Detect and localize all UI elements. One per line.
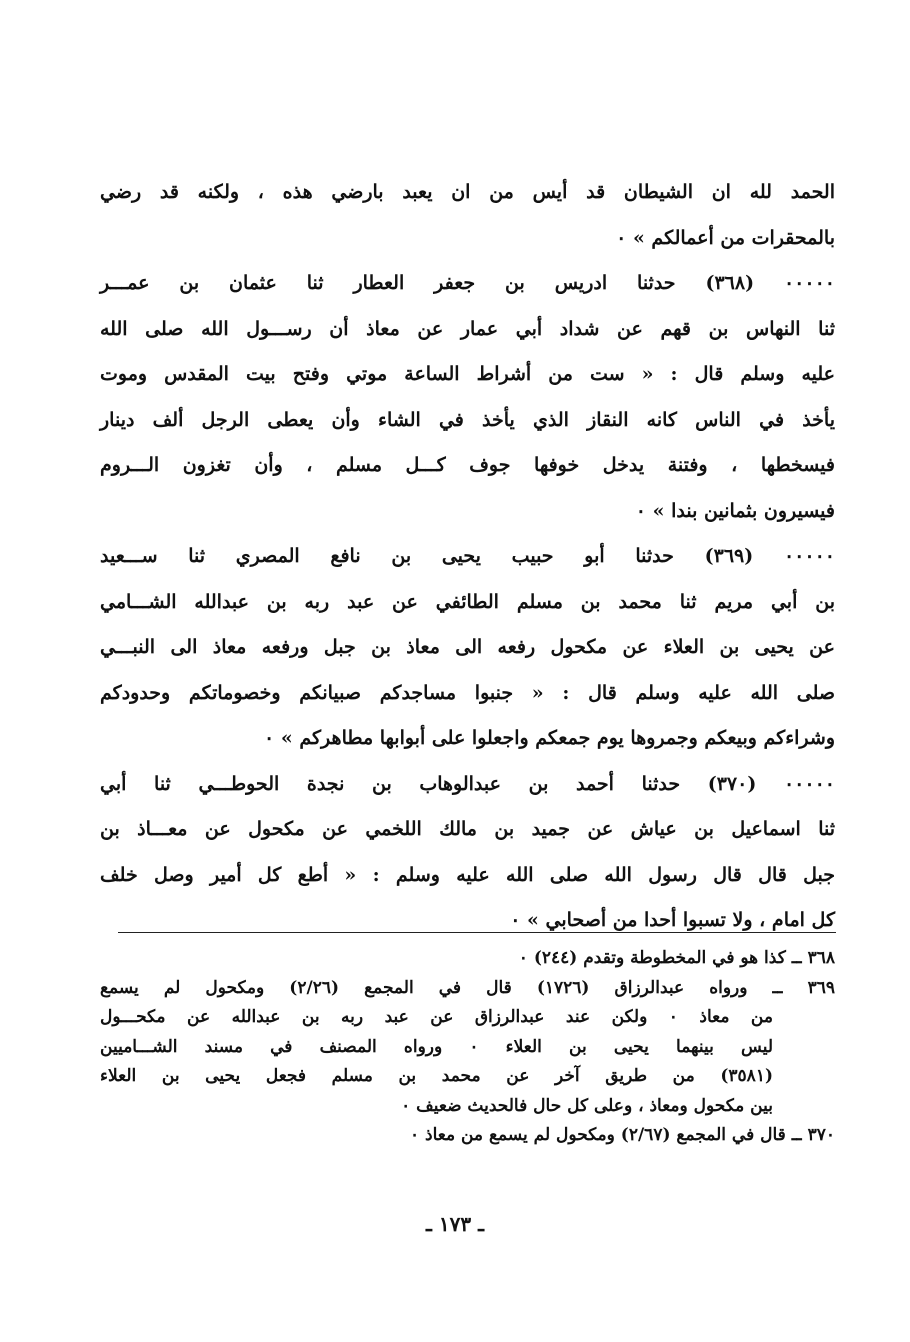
text-line: عليه وسلم قال : « ست من أشراط الساعة موتي وفتح بيت المقدس وموت [100, 363, 835, 385]
hadith-369-start: ٠٠٠٠٠ (٣٦٩) حدثنا أبو حبيب يحيى بن نافع المصري ثنا ســـعيد [100, 545, 835, 567]
main-text [100, 170, 835, 944]
footnote-line: بين مكحول ومعاذ ، وعلى كل حال فالحديث ضعيف ٠ [401, 1095, 773, 1116]
hadith-370-start: ٠٠٠٠٠ (٣٧٠) حدثنا أحمد بن عبدالوهاب بن نجدة الحوطـــي ثنا أبي [100, 772, 835, 795]
text-line: وشراءكم وبيعكم وجمروها يوم جمعكم واجعلوا على أبوابها مطاهركم » ٠ [264, 727, 835, 749]
text-line: عن يحيى بن العلاء عن مكحول رفعه الى معاذ بن جبل ورفعه معاذ الى النبـــي [100, 636, 835, 658]
text-line: فيسخطها ، وفتنة يدخل خوفها جوف كـــل مسلم ، وأن تغزون الـــروم [100, 454, 835, 476]
text-line: الحمد لله ان الشيطان قد أيس من ان يعبد بارضي هذه ، ولكنه قد رضي [100, 181, 835, 203]
text-line: بن أبي مريم ثنا محمد بن مسلم الطائفي عن عبد ربه بن عبدالله الشـــامي [100, 590, 835, 613]
footnotes [100, 944, 835, 1151]
text-line: جبل قال قال رسول الله صلى الله عليه وسلم : « أطع كل أمير وصل خلف [100, 863, 835, 886]
text-line: ثنا النهاس بن قهم عن شداد أبي عمار عن معاذ أن رســـول الله صلى الله [100, 317, 835, 340]
text-line: فيسيرون بثمانين بندا » ٠ [635, 499, 835, 522]
footnote-line: (٣٥٨١) من طريق آخر عن محمد بن مسلم فجعل يحيى بن العلاء [100, 1066, 773, 1086]
text-line: ثنا اسماعيل بن عياش عن جميد بن مالك اللخمي عن مكحول عن معـــاذ بن [100, 818, 835, 840]
footnote-line: من معاذ ٠ ولكن عند عبدالرزاق عن عبد ربه بن عبدالله عن مكحـــول [100, 1007, 773, 1027]
text-line: بالمحقرات من أعمالكم » ٠ [616, 226, 835, 249]
footnote-370: ٣٧٠ ــ قال في المجمع (٢/٦٧) ومكحول لم يسمع من معاذ ٠ [409, 1125, 835, 1145]
text-line: صلى الله عليه وسلم قال : « جنبوا مساجدكم صبيانكم وخصوماتكم وحدودكم [100, 681, 835, 704]
hadith-368-start: ٠٠٠٠٠ (٣٦٨) حدثنا ادريس بن جعفر العطار ثنا عثمان بن عمـــر [100, 272, 835, 294]
text-line: يأخذ في الناس كانه النقاز الذي يأخذ في الشاء وأن يعطى الرجل ألف دينار [100, 408, 835, 431]
page-number: ـ ١٧٣ ـ [426, 1212, 484, 1236]
footnote-368: ٣٦٨ ــ كذا هو في المخطوطة وتقدم (٢٤٤) ٠ [518, 948, 835, 968]
text-line: كل امام ، ولا تسبوا أحدا من أصحابي » ٠ [510, 909, 835, 931]
footnote-369: ٣٦٩ ــ ورواه عبدالرزاق (١٧٢٦) قال في المجمع (٢/٢٦) ومكحول لم يسمع [100, 977, 835, 998]
footnote-divider [118, 932, 836, 933]
footnote-line: ليس بينهما يحيى بن العلاء ٠ ورواه المصنف في مسند الشـــاميين [100, 1036, 774, 1057]
